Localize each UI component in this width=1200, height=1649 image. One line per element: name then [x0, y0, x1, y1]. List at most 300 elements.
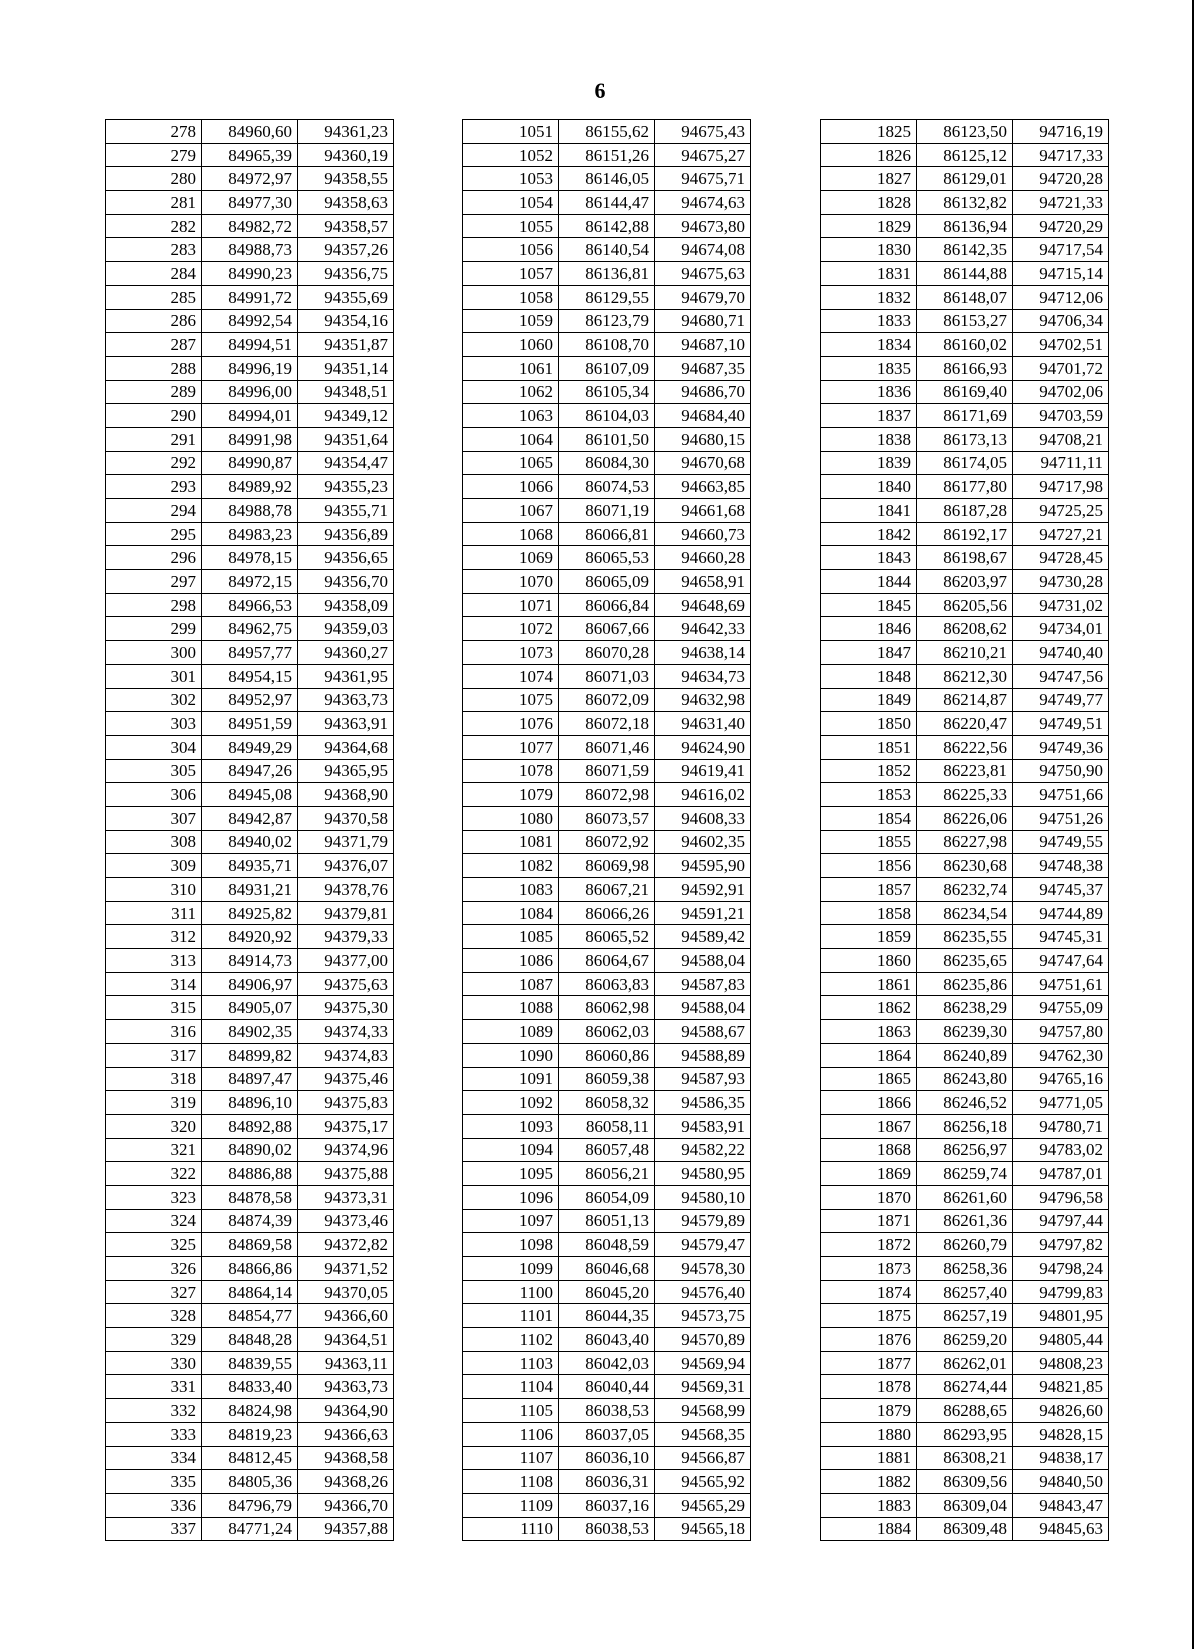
x-coordinate-cell: 84957,77	[202, 641, 298, 665]
y-coordinate-cell: 94805,44	[1013, 1328, 1109, 1352]
y-coordinate-cell: 94368,58	[298, 1446, 394, 1470]
point-number-cell: 1876	[821, 1328, 917, 1352]
x-coordinate-cell: 86136,81	[559, 262, 655, 286]
x-coordinate-cell: 84942,87	[202, 806, 298, 830]
y-coordinate-cell: 94727,21	[1013, 522, 1109, 546]
y-coordinate-cell: 94675,71	[655, 167, 751, 191]
table-row	[463, 262, 751, 286]
y-coordinate-cell: 94648,69	[655, 593, 751, 617]
x-coordinate-cell: 86177,80	[917, 475, 1013, 499]
table-row	[463, 167, 751, 191]
table-row	[463, 238, 751, 262]
x-coordinate-cell: 86104,03	[559, 404, 655, 428]
table-row	[463, 1138, 751, 1162]
x-coordinate-cell: 84992,54	[202, 309, 298, 333]
x-coordinate-cell: 86214,87	[917, 688, 1013, 712]
table-row	[463, 1493, 751, 1517]
y-coordinate-cell: 94565,29	[655, 1493, 751, 1517]
table-row	[106, 333, 394, 357]
x-coordinate-cell: 86259,74	[917, 1162, 1013, 1186]
x-coordinate-cell: 86222,56	[917, 735, 1013, 759]
y-coordinate-cell: 94734,01	[1013, 617, 1109, 641]
x-coordinate-cell: 84994,01	[202, 404, 298, 428]
x-coordinate-cell: 84947,26	[202, 759, 298, 783]
table-row	[463, 878, 751, 902]
table-row	[106, 688, 394, 712]
table-row	[821, 593, 1109, 617]
point-number-cell: 1075	[463, 688, 559, 712]
x-coordinate-cell: 86107,09	[559, 356, 655, 380]
point-number-cell: 1839	[821, 451, 917, 475]
y-coordinate-cell: 94624,90	[655, 735, 751, 759]
table-row	[463, 735, 751, 759]
x-coordinate-cell: 86059,38	[559, 1067, 655, 1091]
x-coordinate-cell: 86129,55	[559, 285, 655, 309]
table-row	[106, 120, 394, 144]
point-number-cell: 1057	[463, 262, 559, 286]
table-row	[821, 996, 1109, 1020]
x-coordinate-cell: 86057,48	[559, 1138, 655, 1162]
table-row	[821, 1185, 1109, 1209]
x-coordinate-cell: 86220,47	[917, 712, 1013, 736]
y-coordinate-cell: 94583,91	[655, 1114, 751, 1138]
x-coordinate-cell: 86230,68	[917, 854, 1013, 878]
point-number-cell: 337	[106, 1517, 202, 1541]
x-coordinate-cell: 84978,15	[202, 546, 298, 570]
table-row	[821, 972, 1109, 996]
x-coordinate-cell: 84812,45	[202, 1446, 298, 1470]
table-row	[821, 806, 1109, 830]
table-row	[106, 356, 394, 380]
y-coordinate-cell: 94828,15	[1013, 1422, 1109, 1446]
x-coordinate-cell: 86203,97	[917, 570, 1013, 594]
y-coordinate-cell: 94366,70	[298, 1493, 394, 1517]
point-number-cell: 1884	[821, 1517, 917, 1541]
table-row	[106, 570, 394, 594]
x-coordinate-cell: 86063,83	[559, 972, 655, 996]
point-number-cell: 290	[106, 404, 202, 428]
table-row	[821, 262, 1109, 286]
table-row	[463, 1399, 751, 1423]
y-coordinate-cell: 94364,51	[298, 1328, 394, 1352]
table-row	[463, 1067, 751, 1091]
point-number-cell: 1087	[463, 972, 559, 996]
table-row	[463, 143, 751, 167]
y-coordinate-cell: 94660,28	[655, 546, 751, 570]
point-number-cell: 1107	[463, 1446, 559, 1470]
x-coordinate-cell: 86036,31	[559, 1470, 655, 1494]
x-coordinate-cell: 86072,09	[559, 688, 655, 712]
table-row	[106, 925, 394, 949]
y-coordinate-cell: 94351,87	[298, 333, 394, 357]
point-number-cell: 1848	[821, 664, 917, 688]
y-coordinate-cell: 94744,89	[1013, 901, 1109, 925]
point-number-cell: 1858	[821, 901, 917, 925]
x-coordinate-cell: 86274,44	[917, 1375, 1013, 1399]
table-row	[106, 522, 394, 546]
y-coordinate-cell: 94702,06	[1013, 380, 1109, 404]
table-row	[821, 1067, 1109, 1091]
x-coordinate-cell: 84866,86	[202, 1257, 298, 1281]
table-row	[106, 1185, 394, 1209]
table-row	[463, 570, 751, 594]
y-coordinate-cell: 94808,23	[1013, 1351, 1109, 1375]
table-row	[106, 238, 394, 262]
x-coordinate-cell: 86071,59	[559, 759, 655, 783]
point-number-cell: 1109	[463, 1493, 559, 1517]
table-row	[106, 1351, 394, 1375]
table-row	[463, 1446, 751, 1470]
y-coordinate-cell: 94740,40	[1013, 641, 1109, 665]
y-coordinate-cell: 94368,90	[298, 783, 394, 807]
y-coordinate-cell: 94757,80	[1013, 1020, 1109, 1044]
point-number-cell: 296	[106, 546, 202, 570]
y-coordinate-cell: 94578,30	[655, 1257, 751, 1281]
table-row	[821, 1020, 1109, 1044]
y-coordinate-cell: 94576,40	[655, 1280, 751, 1304]
point-number-cell: 1097	[463, 1209, 559, 1233]
table-row	[463, 593, 751, 617]
point-number-cell: 1877	[821, 1351, 917, 1375]
point-number-cell: 1067	[463, 499, 559, 523]
x-coordinate-cell: 84899,82	[202, 1043, 298, 1067]
table-row	[106, 404, 394, 428]
y-coordinate-cell: 94747,64	[1013, 949, 1109, 973]
table-row	[106, 593, 394, 617]
y-coordinate-cell: 94586,35	[655, 1091, 751, 1115]
point-number-cell: 305	[106, 759, 202, 783]
y-coordinate-cell: 94675,63	[655, 262, 751, 286]
point-number-cell: 306	[106, 783, 202, 807]
x-coordinate-cell: 84988,78	[202, 499, 298, 523]
y-coordinate-cell: 94797,44	[1013, 1209, 1109, 1233]
x-coordinate-cell: 86169,40	[917, 380, 1013, 404]
point-number-cell: 1082	[463, 854, 559, 878]
point-number-cell: 318	[106, 1067, 202, 1091]
y-coordinate-cell: 94749,51	[1013, 712, 1109, 736]
x-coordinate-cell: 84878,58	[202, 1185, 298, 1209]
x-coordinate-cell: 86037,05	[559, 1422, 655, 1446]
table-row	[821, 1422, 1109, 1446]
point-number-cell: 1056	[463, 238, 559, 262]
coordinates-table-3	[820, 119, 1109, 1541]
point-number-cell: 295	[106, 522, 202, 546]
table-row	[106, 451, 394, 475]
y-coordinate-cell: 94595,90	[655, 854, 751, 878]
x-coordinate-cell: 84771,24	[202, 1517, 298, 1541]
x-coordinate-cell: 84940,02	[202, 830, 298, 854]
x-coordinate-cell: 84990,23	[202, 262, 298, 286]
table-row	[106, 641, 394, 665]
y-coordinate-cell: 94634,73	[655, 664, 751, 688]
point-number-cell: 300	[106, 641, 202, 665]
y-coordinate-cell: 94361,95	[298, 664, 394, 688]
point-number-cell: 1072	[463, 617, 559, 641]
x-coordinate-cell: 84972,97	[202, 167, 298, 191]
point-number-cell: 1827	[821, 167, 917, 191]
table-row	[106, 1043, 394, 1067]
x-coordinate-cell: 84952,97	[202, 688, 298, 712]
y-coordinate-cell: 94377,00	[298, 949, 394, 973]
table-row	[821, 238, 1109, 262]
table-row	[463, 522, 751, 546]
table-row	[106, 878, 394, 902]
y-coordinate-cell: 94579,47	[655, 1233, 751, 1257]
table-row	[463, 806, 751, 830]
point-number-cell: 1105	[463, 1399, 559, 1423]
point-number-cell: 289	[106, 380, 202, 404]
point-number-cell: 1832	[821, 285, 917, 309]
y-coordinate-cell: 94703,59	[1013, 404, 1109, 428]
point-number-cell: 1881	[821, 1446, 917, 1470]
y-coordinate-cell: 94765,16	[1013, 1067, 1109, 1091]
point-number-cell: 1825	[821, 120, 917, 144]
table-row	[463, 712, 751, 736]
table-row	[463, 1043, 751, 1067]
x-coordinate-cell: 84945,08	[202, 783, 298, 807]
y-coordinate-cell: 94375,46	[298, 1067, 394, 1091]
table-row	[821, 1328, 1109, 1352]
point-number-cell: 1874	[821, 1280, 917, 1304]
y-coordinate-cell: 94354,47	[298, 451, 394, 475]
point-number-cell: 1101	[463, 1304, 559, 1328]
point-number-cell: 1070	[463, 570, 559, 594]
y-coordinate-cell: 94371,79	[298, 830, 394, 854]
x-coordinate-cell: 86192,17	[917, 522, 1013, 546]
y-coordinate-cell: 94355,69	[298, 285, 394, 309]
y-coordinate-cell: 94587,83	[655, 972, 751, 996]
y-coordinate-cell: 94356,75	[298, 262, 394, 286]
x-coordinate-cell: 86044,35	[559, 1304, 655, 1328]
table-row	[463, 546, 751, 570]
point-number-cell: 1856	[821, 854, 917, 878]
point-number-cell: 1831	[821, 262, 917, 286]
x-coordinate-cell: 86243,80	[917, 1067, 1013, 1091]
table-row	[106, 617, 394, 641]
point-number-cell: 1074	[463, 664, 559, 688]
point-number-cell: 1871	[821, 1209, 917, 1233]
point-number-cell: 1836	[821, 380, 917, 404]
x-coordinate-cell: 84886,88	[202, 1162, 298, 1186]
y-coordinate-cell: 94588,67	[655, 1020, 751, 1044]
point-number-cell: 1066	[463, 475, 559, 499]
x-coordinate-cell: 84839,55	[202, 1351, 298, 1375]
y-coordinate-cell: 94364,68	[298, 735, 394, 759]
x-coordinate-cell: 86148,07	[917, 285, 1013, 309]
table-row	[821, 783, 1109, 807]
x-coordinate-cell: 84890,02	[202, 1138, 298, 1162]
x-coordinate-cell: 84951,59	[202, 712, 298, 736]
y-coordinate-cell: 94680,71	[655, 309, 751, 333]
x-coordinate-cell: 86166,93	[917, 356, 1013, 380]
x-coordinate-cell: 86146,05	[559, 167, 655, 191]
point-number-cell: 1854	[821, 806, 917, 830]
y-coordinate-cell: 94687,35	[655, 356, 751, 380]
table-row	[821, 1162, 1109, 1186]
point-number-cell: 1106	[463, 1422, 559, 1446]
x-coordinate-cell: 86153,27	[917, 309, 1013, 333]
y-coordinate-cell: 94826,60	[1013, 1399, 1109, 1423]
table-row	[821, 427, 1109, 451]
y-coordinate-cell: 94720,29	[1013, 214, 1109, 238]
point-number-cell: 1851	[821, 735, 917, 759]
y-coordinate-cell: 94568,99	[655, 1399, 751, 1423]
point-number-cell: 319	[106, 1091, 202, 1115]
y-coordinate-cell: 94371,52	[298, 1257, 394, 1281]
y-coordinate-cell: 94728,45	[1013, 546, 1109, 570]
point-number-cell: 293	[106, 475, 202, 499]
x-coordinate-cell: 86140,54	[559, 238, 655, 262]
table-row	[463, 830, 751, 854]
table-row	[821, 309, 1109, 333]
point-number-cell: 1869	[821, 1162, 917, 1186]
point-number-cell: 324	[106, 1209, 202, 1233]
table-row	[821, 854, 1109, 878]
point-number-cell: 1864	[821, 1043, 917, 1067]
table-row	[106, 427, 394, 451]
point-number-cell: 1862	[821, 996, 917, 1020]
y-coordinate-cell: 94358,55	[298, 167, 394, 191]
y-coordinate-cell: 94351,64	[298, 427, 394, 451]
x-coordinate-cell: 86125,12	[917, 143, 1013, 167]
point-number-cell: 1073	[463, 641, 559, 665]
x-coordinate-cell: 86062,03	[559, 1020, 655, 1044]
point-number-cell: 301	[106, 664, 202, 688]
x-coordinate-cell: 86105,34	[559, 380, 655, 404]
x-coordinate-cell: 86072,92	[559, 830, 655, 854]
y-coordinate-cell: 94840,50	[1013, 1470, 1109, 1494]
point-number-cell: 1061	[463, 356, 559, 380]
point-number-cell: 1875	[821, 1304, 917, 1328]
table-row	[106, 167, 394, 191]
table-row	[106, 1446, 394, 1470]
x-coordinate-cell: 84996,19	[202, 356, 298, 380]
x-coordinate-cell: 86065,09	[559, 570, 655, 594]
page-edge-line	[1192, 0, 1194, 1649]
x-coordinate-cell: 86142,35	[917, 238, 1013, 262]
point-number-cell: 1842	[821, 522, 917, 546]
point-number-cell: 335	[106, 1470, 202, 1494]
x-coordinate-cell: 86225,33	[917, 783, 1013, 807]
x-coordinate-cell: 86074,53	[559, 475, 655, 499]
x-coordinate-cell: 86235,55	[917, 925, 1013, 949]
table-row	[463, 1375, 751, 1399]
y-coordinate-cell: 94374,83	[298, 1043, 394, 1067]
y-coordinate-cell: 94660,73	[655, 522, 751, 546]
x-coordinate-cell: 86239,30	[917, 1020, 1013, 1044]
point-number-cell: 291	[106, 427, 202, 451]
table-row	[821, 1399, 1109, 1423]
y-coordinate-cell: 94663,85	[655, 475, 751, 499]
y-coordinate-cell: 94379,81	[298, 901, 394, 925]
x-coordinate-cell: 86054,09	[559, 1185, 655, 1209]
x-coordinate-cell: 86235,86	[917, 972, 1013, 996]
table-row	[106, 759, 394, 783]
point-number-cell: 1878	[821, 1375, 917, 1399]
point-number-cell: 280	[106, 167, 202, 191]
table-row	[106, 996, 394, 1020]
point-number-cell: 1845	[821, 593, 917, 617]
table-row	[821, 1493, 1109, 1517]
point-number-cell: 1093	[463, 1114, 559, 1138]
y-coordinate-cell: 94363,73	[298, 1375, 394, 1399]
x-coordinate-cell: 86258,36	[917, 1257, 1013, 1281]
point-number-cell: 1068	[463, 522, 559, 546]
x-coordinate-cell: 84848,28	[202, 1328, 298, 1352]
table-row	[463, 1351, 751, 1375]
table-row	[821, 735, 1109, 759]
x-coordinate-cell: 86232,74	[917, 878, 1013, 902]
x-coordinate-cell: 86046,68	[559, 1257, 655, 1281]
y-coordinate-cell: 94360,27	[298, 641, 394, 665]
point-number-cell: 298	[106, 593, 202, 617]
y-coordinate-cell: 94372,82	[298, 1233, 394, 1257]
x-coordinate-cell: 86246,52	[917, 1091, 1013, 1115]
page-number: 6	[594, 78, 606, 103]
table-row	[463, 901, 751, 925]
y-coordinate-cell: 94725,25	[1013, 499, 1109, 523]
point-number-cell: 330	[106, 1351, 202, 1375]
point-number-cell: 1059	[463, 309, 559, 333]
table-row	[463, 1091, 751, 1115]
y-coordinate-cell: 94354,16	[298, 309, 394, 333]
point-number-cell: 287	[106, 333, 202, 357]
x-coordinate-cell: 86067,21	[559, 878, 655, 902]
x-coordinate-cell: 84824,98	[202, 1399, 298, 1423]
table-row	[106, 901, 394, 925]
point-number-cell: 1089	[463, 1020, 559, 1044]
point-number-cell: 311	[106, 901, 202, 925]
y-coordinate-cell: 94356,89	[298, 522, 394, 546]
y-coordinate-cell: 94661,68	[655, 499, 751, 523]
table-row	[106, 783, 394, 807]
y-coordinate-cell: 94701,72	[1013, 356, 1109, 380]
table-row	[821, 475, 1109, 499]
point-number-cell: 1071	[463, 593, 559, 617]
y-coordinate-cell: 94370,58	[298, 806, 394, 830]
table-row	[463, 191, 751, 215]
y-coordinate-cell: 94366,63	[298, 1422, 394, 1446]
x-coordinate-cell: 84906,97	[202, 972, 298, 996]
y-coordinate-cell: 94374,96	[298, 1138, 394, 1162]
x-coordinate-cell: 84988,73	[202, 238, 298, 262]
table-row	[106, 1162, 394, 1186]
table-row	[821, 949, 1109, 973]
y-coordinate-cell: 94799,83	[1013, 1280, 1109, 1304]
x-coordinate-cell: 84896,10	[202, 1091, 298, 1115]
y-coordinate-cell: 94374,33	[298, 1020, 394, 1044]
y-coordinate-cell: 94616,02	[655, 783, 751, 807]
table-row	[463, 1162, 751, 1186]
table-row	[463, 996, 751, 1020]
point-number-cell: 297	[106, 570, 202, 594]
table-row	[821, 759, 1109, 783]
point-number-cell: 1841	[821, 499, 917, 523]
y-coordinate-cell: 94589,42	[655, 925, 751, 949]
table-row	[821, 499, 1109, 523]
x-coordinate-cell: 86234,54	[917, 901, 1013, 925]
y-coordinate-cell: 94580,95	[655, 1162, 751, 1186]
x-coordinate-cell: 84983,23	[202, 522, 298, 546]
y-coordinate-cell: 94684,40	[655, 404, 751, 428]
x-coordinate-cell: 86067,66	[559, 617, 655, 641]
y-coordinate-cell: 94680,15	[655, 427, 751, 451]
table-row	[463, 427, 751, 451]
y-coordinate-cell: 94674,08	[655, 238, 751, 262]
point-number-cell: 1090	[463, 1043, 559, 1067]
table-row	[463, 949, 751, 973]
point-number-cell: 1062	[463, 380, 559, 404]
